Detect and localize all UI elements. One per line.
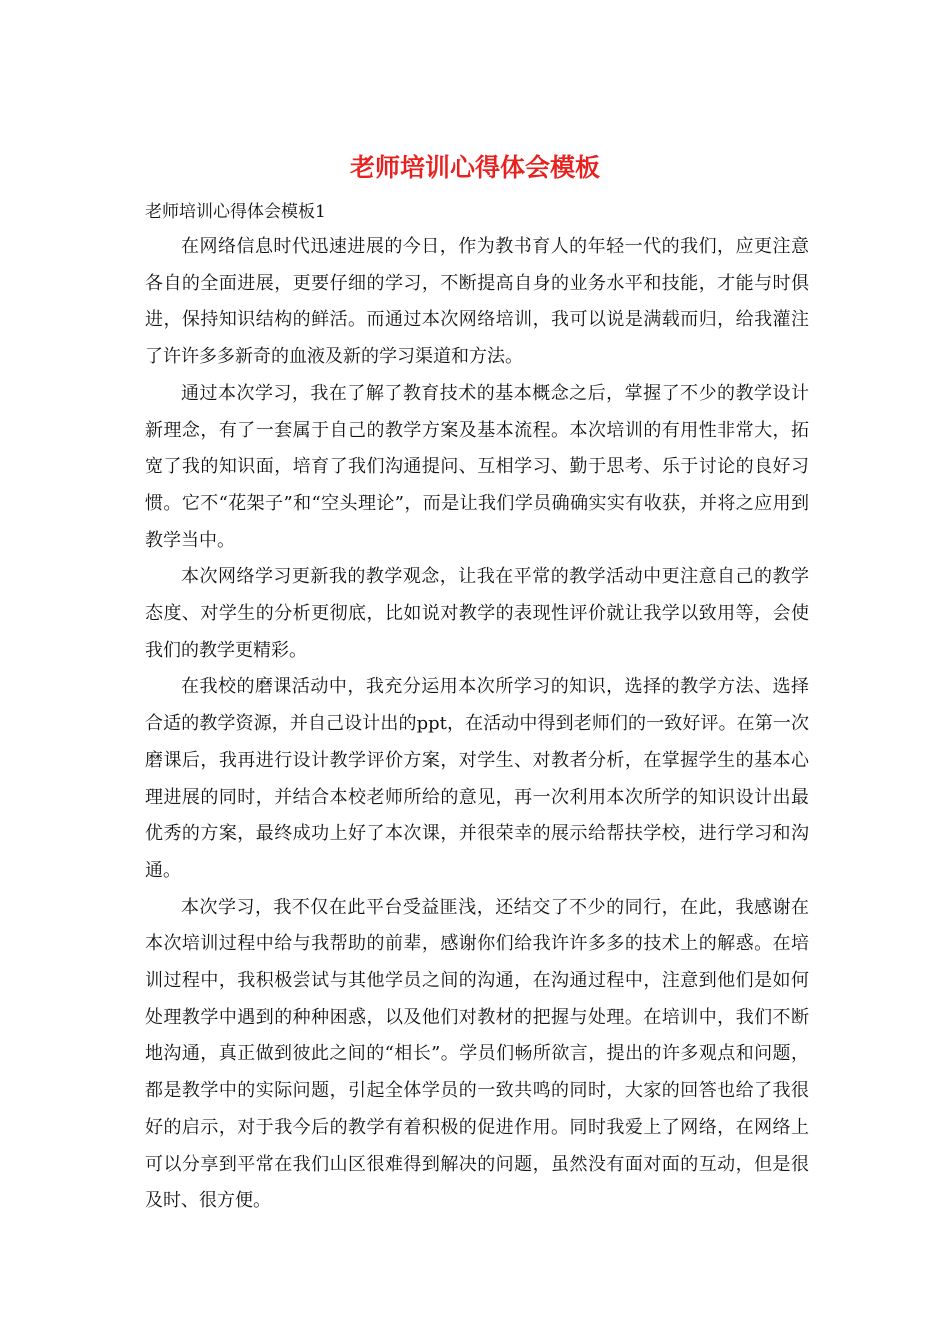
document-title: 老师培训心得体会模板	[349, 153, 600, 182]
document-subtitle: 老师培训心得体会模板1	[145, 202, 326, 222]
paragraph-2: 通过本次学习，我在了解了教育技术的基本概念之后，掌握了不少的教学设计新理念，有了一套属于自己的教学方案及基本流程。本次培训的有用性非常大，拓宽了我的知识面，培育了我们沟通提问、互相学习、勤于思考、乐于讨论的良好习惯。它不“花架子”和“空头理论”，而是让我们学员确确实实有收获，并将之应用到教学当中。	[145, 382, 809, 551]
paragraph-4: 在我校的磨课活动中，我充分运用本次所学习的知识，选择的教学方法、选择合适的教学资源，并自己设计出的ppt，在活动中得到老师们的一致好评。在第一次磨课后，我再进行设计教学评价方案，对学生、对教者分析，在掌握学生的基本心理进展的同时，并结合本校老师所给的意见，再一次利用本次所学的知识设计出最优秀的方案，最终成功上好了本次课，并很荣幸的展示给帮扶学校，进行学习和沟通。	[145, 676, 809, 881]
paragraph-5: 本次学习，我不仅在此平台受益匪浅，还结交了不少的同行，在此，我感谢在本次培训过程中给与我帮助的前辈，感谢你们给我许许多多的技术上的解惑。在培训过程中，我积极尝试与其他学员之间的沟通，在沟通过程中，注意到他们是如何处理教学中遇到的种种困惑，以及他们对教材的把握与处理。在培训中，我们不断地沟通，真正做到彼此之间的“相长”。学员们畅所欲言，提出的许多观点和问题，都是教学中的实际问题，引起全体学员的一致共鸣的同时，大家的回答也给了我很好的启示，对于我今后的教学有着积极的促进作用。同时我爱上了网络，在网络上可以分享到平常在我们山区很难得到解决的问题，虽然没有面对面的互动，但是很及时、很方便。	[145, 896, 809, 1212]
paragraph-1: 在网络信息时代迅速进展的今日，作为教书育人的年轻一代的我们，应更注意各自的全面进展，更要仔细的学习，不断提高自身的业务水平和技能，才能与时俱进，保持知识结构的鲜活。而通过本次网络培训，我可以说是满载而归，给我灌注了许许多多新奇的血液及新的学习渠道和方法。	[145, 236, 809, 368]
document-body	[145, 229, 809, 1220]
paragraph-3: 本次网络学习更新我的教学观念，让我在平常的教学活动中更注意自己的教学态度、对学生的分析更彻底，比如说对教学的表现性评价就让我学以致用等，会使我们的教学更精彩。	[145, 566, 809, 661]
